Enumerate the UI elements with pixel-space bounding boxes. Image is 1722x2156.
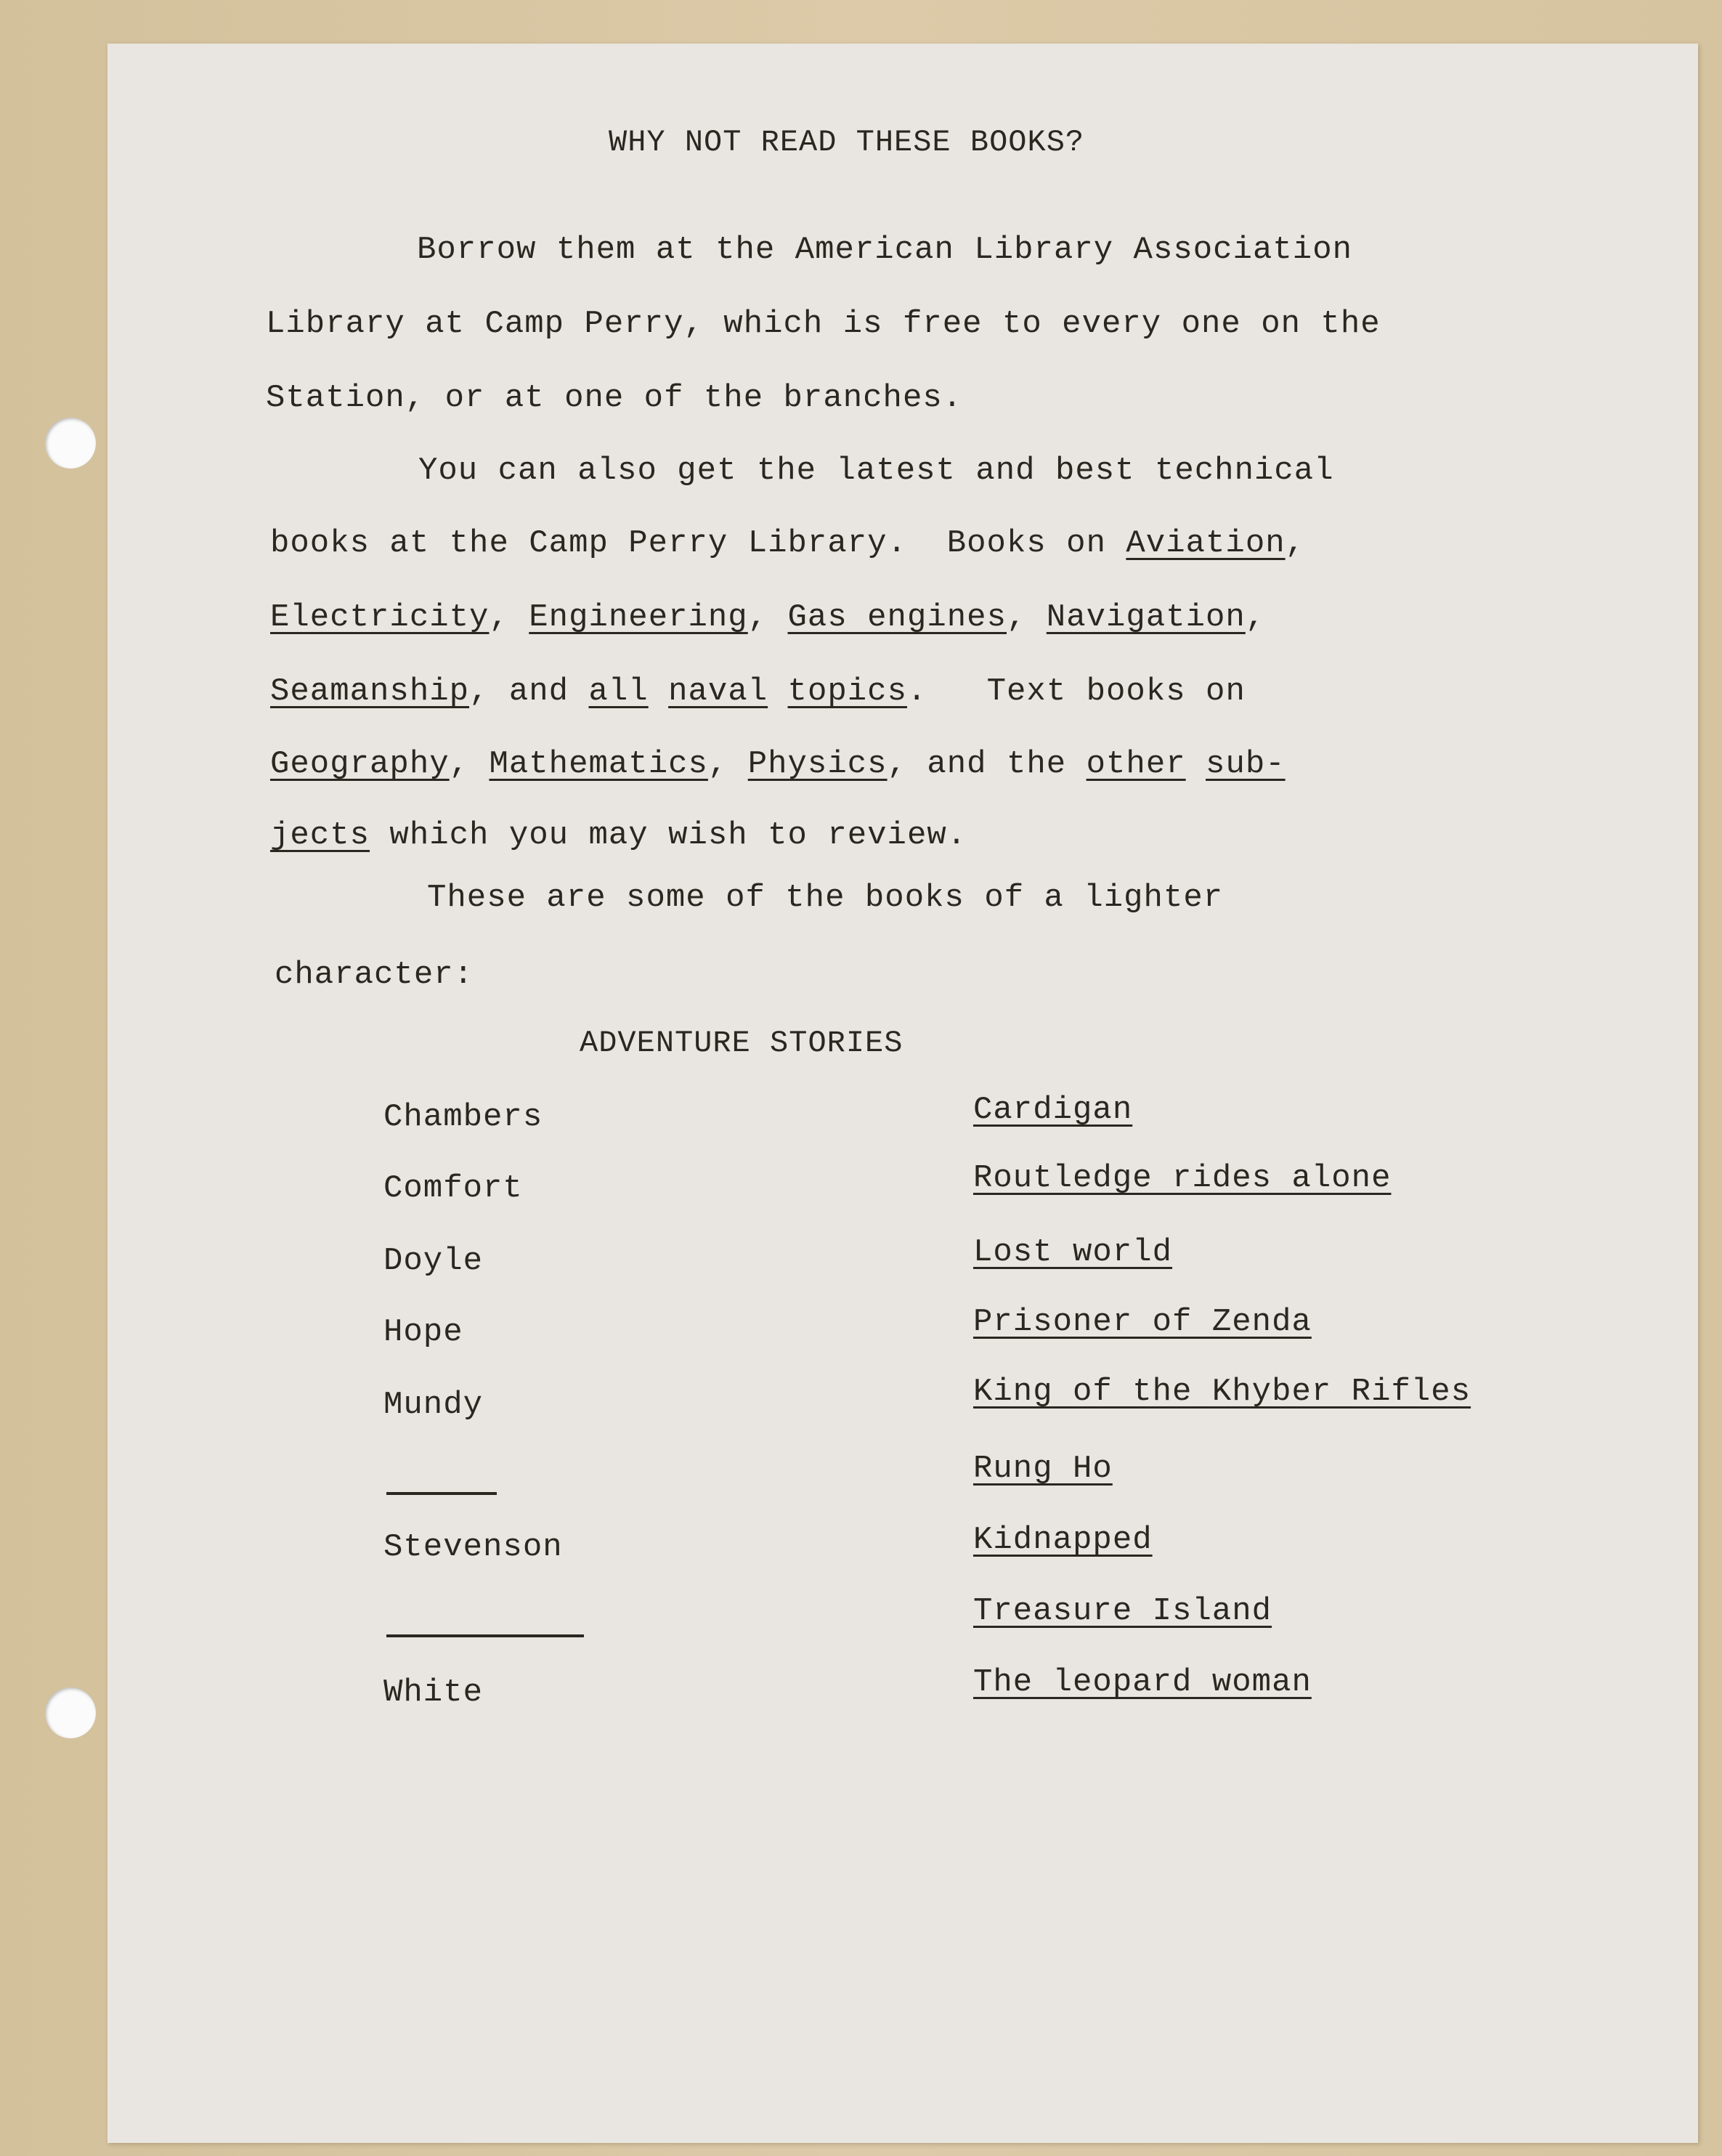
book-author: White bbox=[383, 1674, 484, 1711]
paragraph2-line4 bbox=[270, 673, 1246, 710]
page-title: WHY NOT READ THESE BOOKS? bbox=[609, 125, 1085, 160]
book-title: Rung Ho bbox=[973, 1451, 1113, 1487]
punch-hole-bottom bbox=[45, 1687, 96, 1738]
topic-seamanship: Seamanship bbox=[270, 673, 470, 710]
paragraph2-line2 bbox=[270, 524, 1305, 562]
topic-topics: topics bbox=[787, 673, 907, 710]
topic-sub: sub- bbox=[1206, 746, 1286, 782]
comma: , bbox=[747, 599, 768, 636]
document-page bbox=[107, 44, 1698, 2143]
and-the: , and the bbox=[887, 746, 1087, 782]
paragraph2-line3 bbox=[270, 599, 1265, 636]
paragraph3-line2: character: bbox=[275, 957, 474, 993]
paragraph1-line1: Borrow them at the American Library Association bbox=[417, 232, 1353, 268]
comma: , bbox=[449, 746, 470, 782]
topic-all: all bbox=[588, 673, 649, 710]
comma: , bbox=[1006, 599, 1027, 636]
topic-other: other bbox=[1086, 746, 1186, 782]
comma: , bbox=[1285, 525, 1306, 562]
book-author: Hope bbox=[383, 1314, 463, 1350]
book-author: Comfort bbox=[383, 1170, 523, 1207]
book-title: Routledge rides alone bbox=[973, 1160, 1392, 1196]
which-review: which you may wish to review. bbox=[370, 817, 967, 854]
and-text: , and bbox=[469, 673, 589, 710]
paragraph2-line6 bbox=[270, 816, 967, 854]
book-title: King of the Khyber Rifles bbox=[973, 1374, 1471, 1410]
book-title: Prisoner of Zenda bbox=[973, 1304, 1312, 1340]
comma: , bbox=[489, 599, 509, 636]
paragraph2-line2-text: books at the Camp Perry Library. Books on bbox=[270, 525, 1126, 562]
book-author: Stevenson bbox=[383, 1529, 563, 1565]
topic-engineering: Engineering bbox=[529, 599, 748, 636]
book-title: Lost world bbox=[973, 1234, 1173, 1270]
paragraph2-line1: You can also get the latest and best technical bbox=[418, 453, 1334, 489]
topic-gas-engines: Gas engines bbox=[787, 599, 1007, 636]
paragraph1-line2: Library at Camp Perry, which is free to every one on the bbox=[266, 306, 1381, 342]
book-title: The leopard woman bbox=[973, 1664, 1312, 1701]
book-title: Kidnapped bbox=[973, 1522, 1153, 1558]
topic-electricity: Electricity bbox=[270, 599, 490, 636]
ditto-rule bbox=[386, 1492, 497, 1495]
topic-mathematics: Mathematics bbox=[489, 746, 708, 782]
paragraph3-line1: These are some of the books of a lighter bbox=[427, 880, 1224, 916]
book-author: Doyle bbox=[383, 1243, 484, 1279]
comma: , bbox=[707, 746, 728, 782]
ditto-rule bbox=[386, 1634, 584, 1637]
paragraph2-line5 bbox=[270, 745, 1286, 783]
comma: , bbox=[1245, 599, 1266, 636]
paragraph1-line3: Station, or at one of the branches. bbox=[266, 380, 963, 416]
book-title: Treasure Island bbox=[973, 1593, 1272, 1629]
topic-aviation: Aviation bbox=[1126, 525, 1286, 562]
topic-physics: Physics bbox=[747, 746, 888, 782]
topic-jects: jects bbox=[270, 817, 370, 854]
book-author: Mundy bbox=[383, 1387, 484, 1423]
section-heading: ADVENTURE STORIES bbox=[580, 1026, 903, 1061]
topic-navigation: Navigation bbox=[1046, 599, 1246, 636]
topic-geography: Geography bbox=[270, 746, 450, 782]
book-author: Chambers bbox=[383, 1099, 543, 1135]
textbooks-on: . Text books on bbox=[906, 673, 1246, 710]
topic-naval: naval bbox=[668, 673, 768, 710]
punch-hole-top bbox=[45, 418, 96, 469]
book-title: Cardigan bbox=[973, 1092, 1133, 1128]
